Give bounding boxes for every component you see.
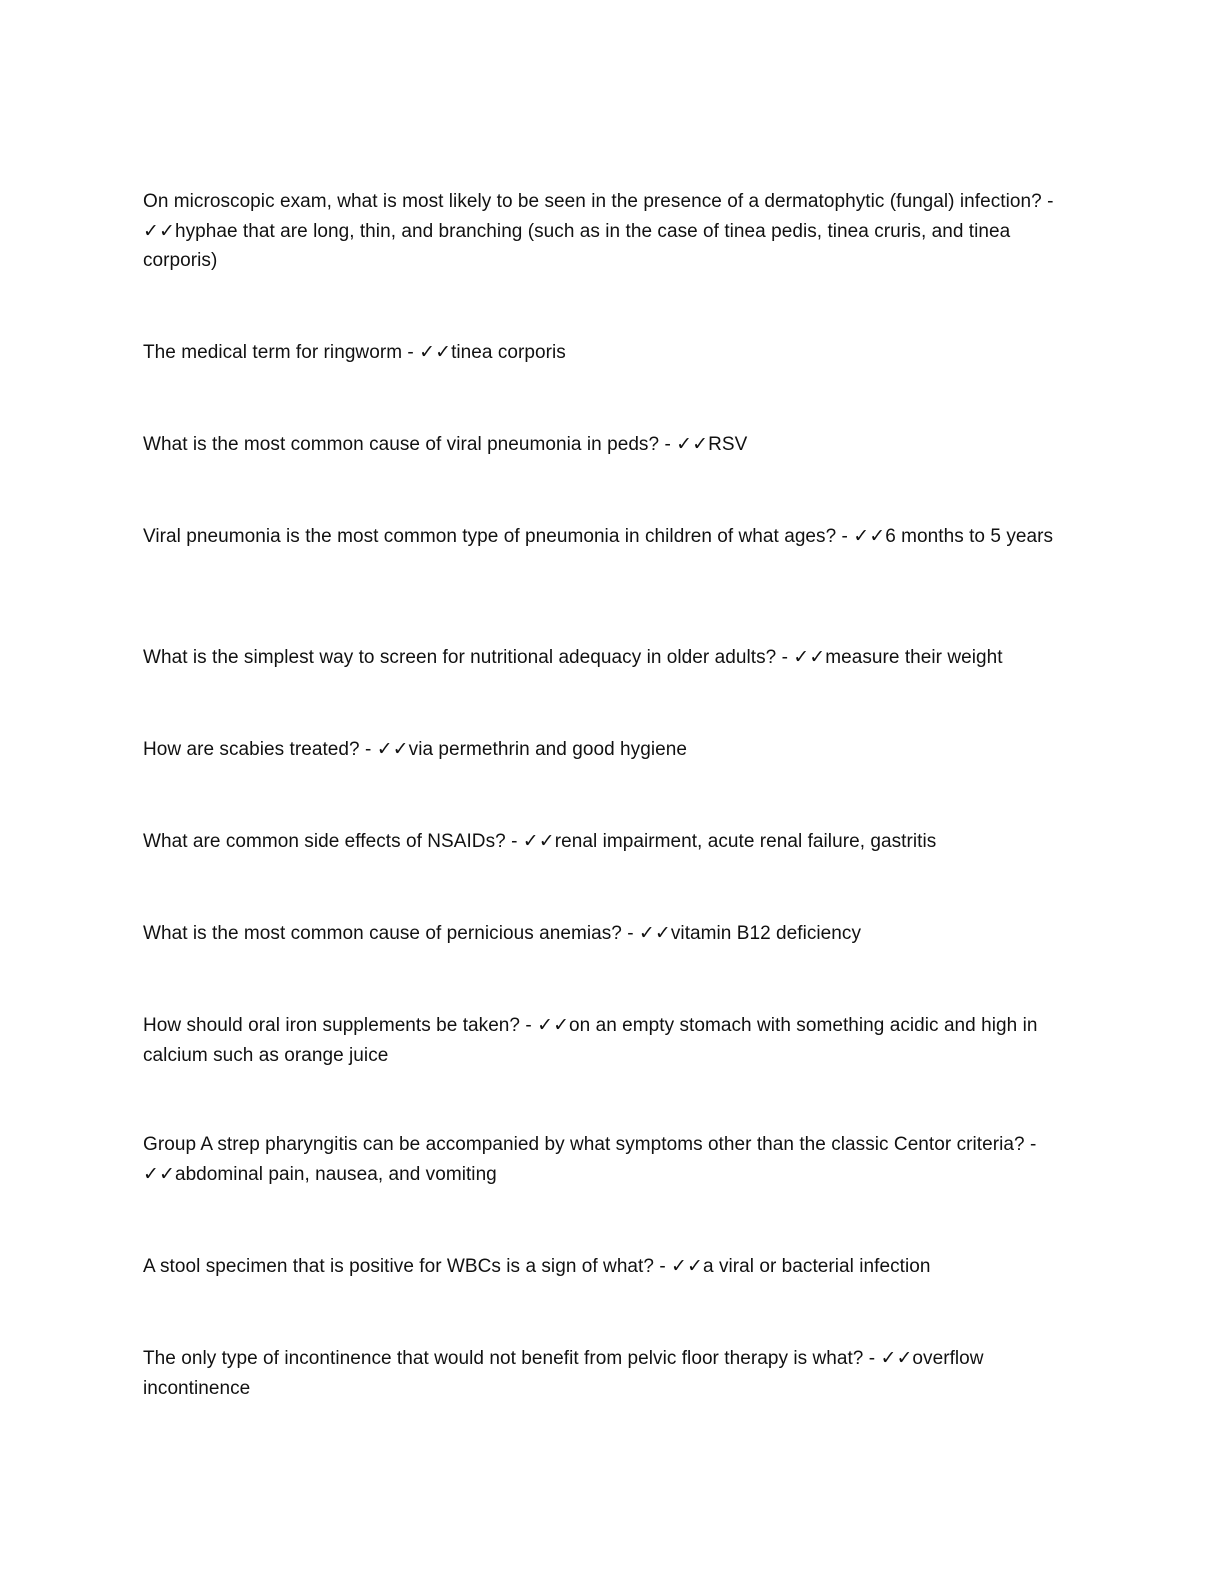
answer-text: RSV (708, 434, 748, 455)
question-text: What is the most common cause of pernicious anemias? (143, 923, 622, 944)
qa-item (143, 430, 1078, 460)
double-check-icon: ✓✓ (376, 738, 409, 760)
double-check-icon: ✓✓ (419, 341, 452, 363)
separator: - (505, 831, 523, 852)
double-check-icon: ✓✓ (676, 433, 709, 455)
answer-text: 6 months to 5 years (885, 526, 1054, 547)
qa-item (143, 919, 1078, 949)
qa-item (143, 1344, 1078, 1403)
question-text: Viral pneumonia is the most common type of pneumonia in children of what ages? (143, 526, 837, 547)
qa-item (143, 522, 1078, 552)
double-check-icon: ✓✓ (880, 1347, 913, 1369)
separator: - (863, 1348, 881, 1369)
question-text: Group A strep pharyngitis can be accompanied by what symptoms other than the classic Centor criteria? (143, 1134, 1025, 1155)
answer-text: vitamin B12 deficiency (670, 923, 862, 944)
answer-text: overflow incontinence (143, 1348, 984, 1399)
separator: - (621, 923, 639, 944)
double-check-icon: ✓✓ (143, 219, 175, 242)
qa-item (143, 1011, 1078, 1070)
qa-item (143, 1130, 1078, 1189)
answer-text: hyphae that are long, thin, and branching (such as in the case of tinea pedis, tinea cruris, and tinea corporis) (143, 220, 1011, 271)
double-check-icon: ✓✓ (671, 1255, 703, 1277)
question-text: On microscopic exam, what is most likely to be seen in the presence of a dermatophytic (fungal) infection? (143, 191, 1042, 212)
double-check-icon: ✓✓ (853, 525, 886, 547)
answer-text: on an empty stomach with something acidic and high in calcium such as orange juice (143, 1015, 1038, 1066)
question-text: How are scabies treated? (143, 739, 360, 760)
question-text: What is the most common cause of viral pneumonia in peds? (143, 434, 660, 455)
separator: - (836, 526, 854, 547)
question-text: A stool specimen that is positive for WBCs is a sign of what? (143, 1256, 654, 1277)
separator: - (359, 739, 377, 760)
separator: - (1024, 1134, 1037, 1155)
double-check-icon: ✓✓ (143, 1162, 175, 1185)
question-text: The only type of incontinence that would not benefit from pelvic floor therapy is what? (143, 1348, 864, 1369)
question-text: The medical term for ringworm (143, 342, 403, 363)
separator: - (402, 342, 420, 363)
qa-item (143, 735, 1078, 765)
answer-text: a viral or bacterial infection (703, 1256, 931, 1277)
answer-text: tinea corporis (451, 342, 566, 363)
double-check-icon: ✓✓ (522, 830, 555, 852)
qa-item (143, 338, 1078, 368)
double-check-icon: ✓✓ (638, 922, 671, 944)
qa-item (143, 643, 1078, 673)
question-text: How should oral iron supplements be taken? (143, 1015, 521, 1036)
answer-text: measure their weight (825, 647, 1003, 668)
qa-item (143, 1252, 1078, 1282)
double-check-icon: ✓✓ (537, 1014, 570, 1036)
question-text: What are common side effects of NSAIDs? (143, 831, 506, 852)
separator: - (654, 1256, 672, 1277)
answer-text: via permethrin and good hygiene (408, 739, 687, 760)
double-check-icon: ✓✓ (793, 646, 826, 668)
separator: - (659, 434, 677, 455)
separator: - (776, 647, 794, 668)
separator: - (1041, 191, 1054, 212)
separator: - (520, 1015, 538, 1036)
qa-item (143, 827, 1078, 857)
answer-text: abdominal pain, nausea, and vomiting (174, 1163, 497, 1185)
qa-item (143, 187, 1078, 276)
answer-text: renal impairment, acute renal failure, gastritis (554, 831, 937, 852)
question-text: What is the simplest way to screen for nutritional adequacy in older adults? (143, 647, 777, 668)
